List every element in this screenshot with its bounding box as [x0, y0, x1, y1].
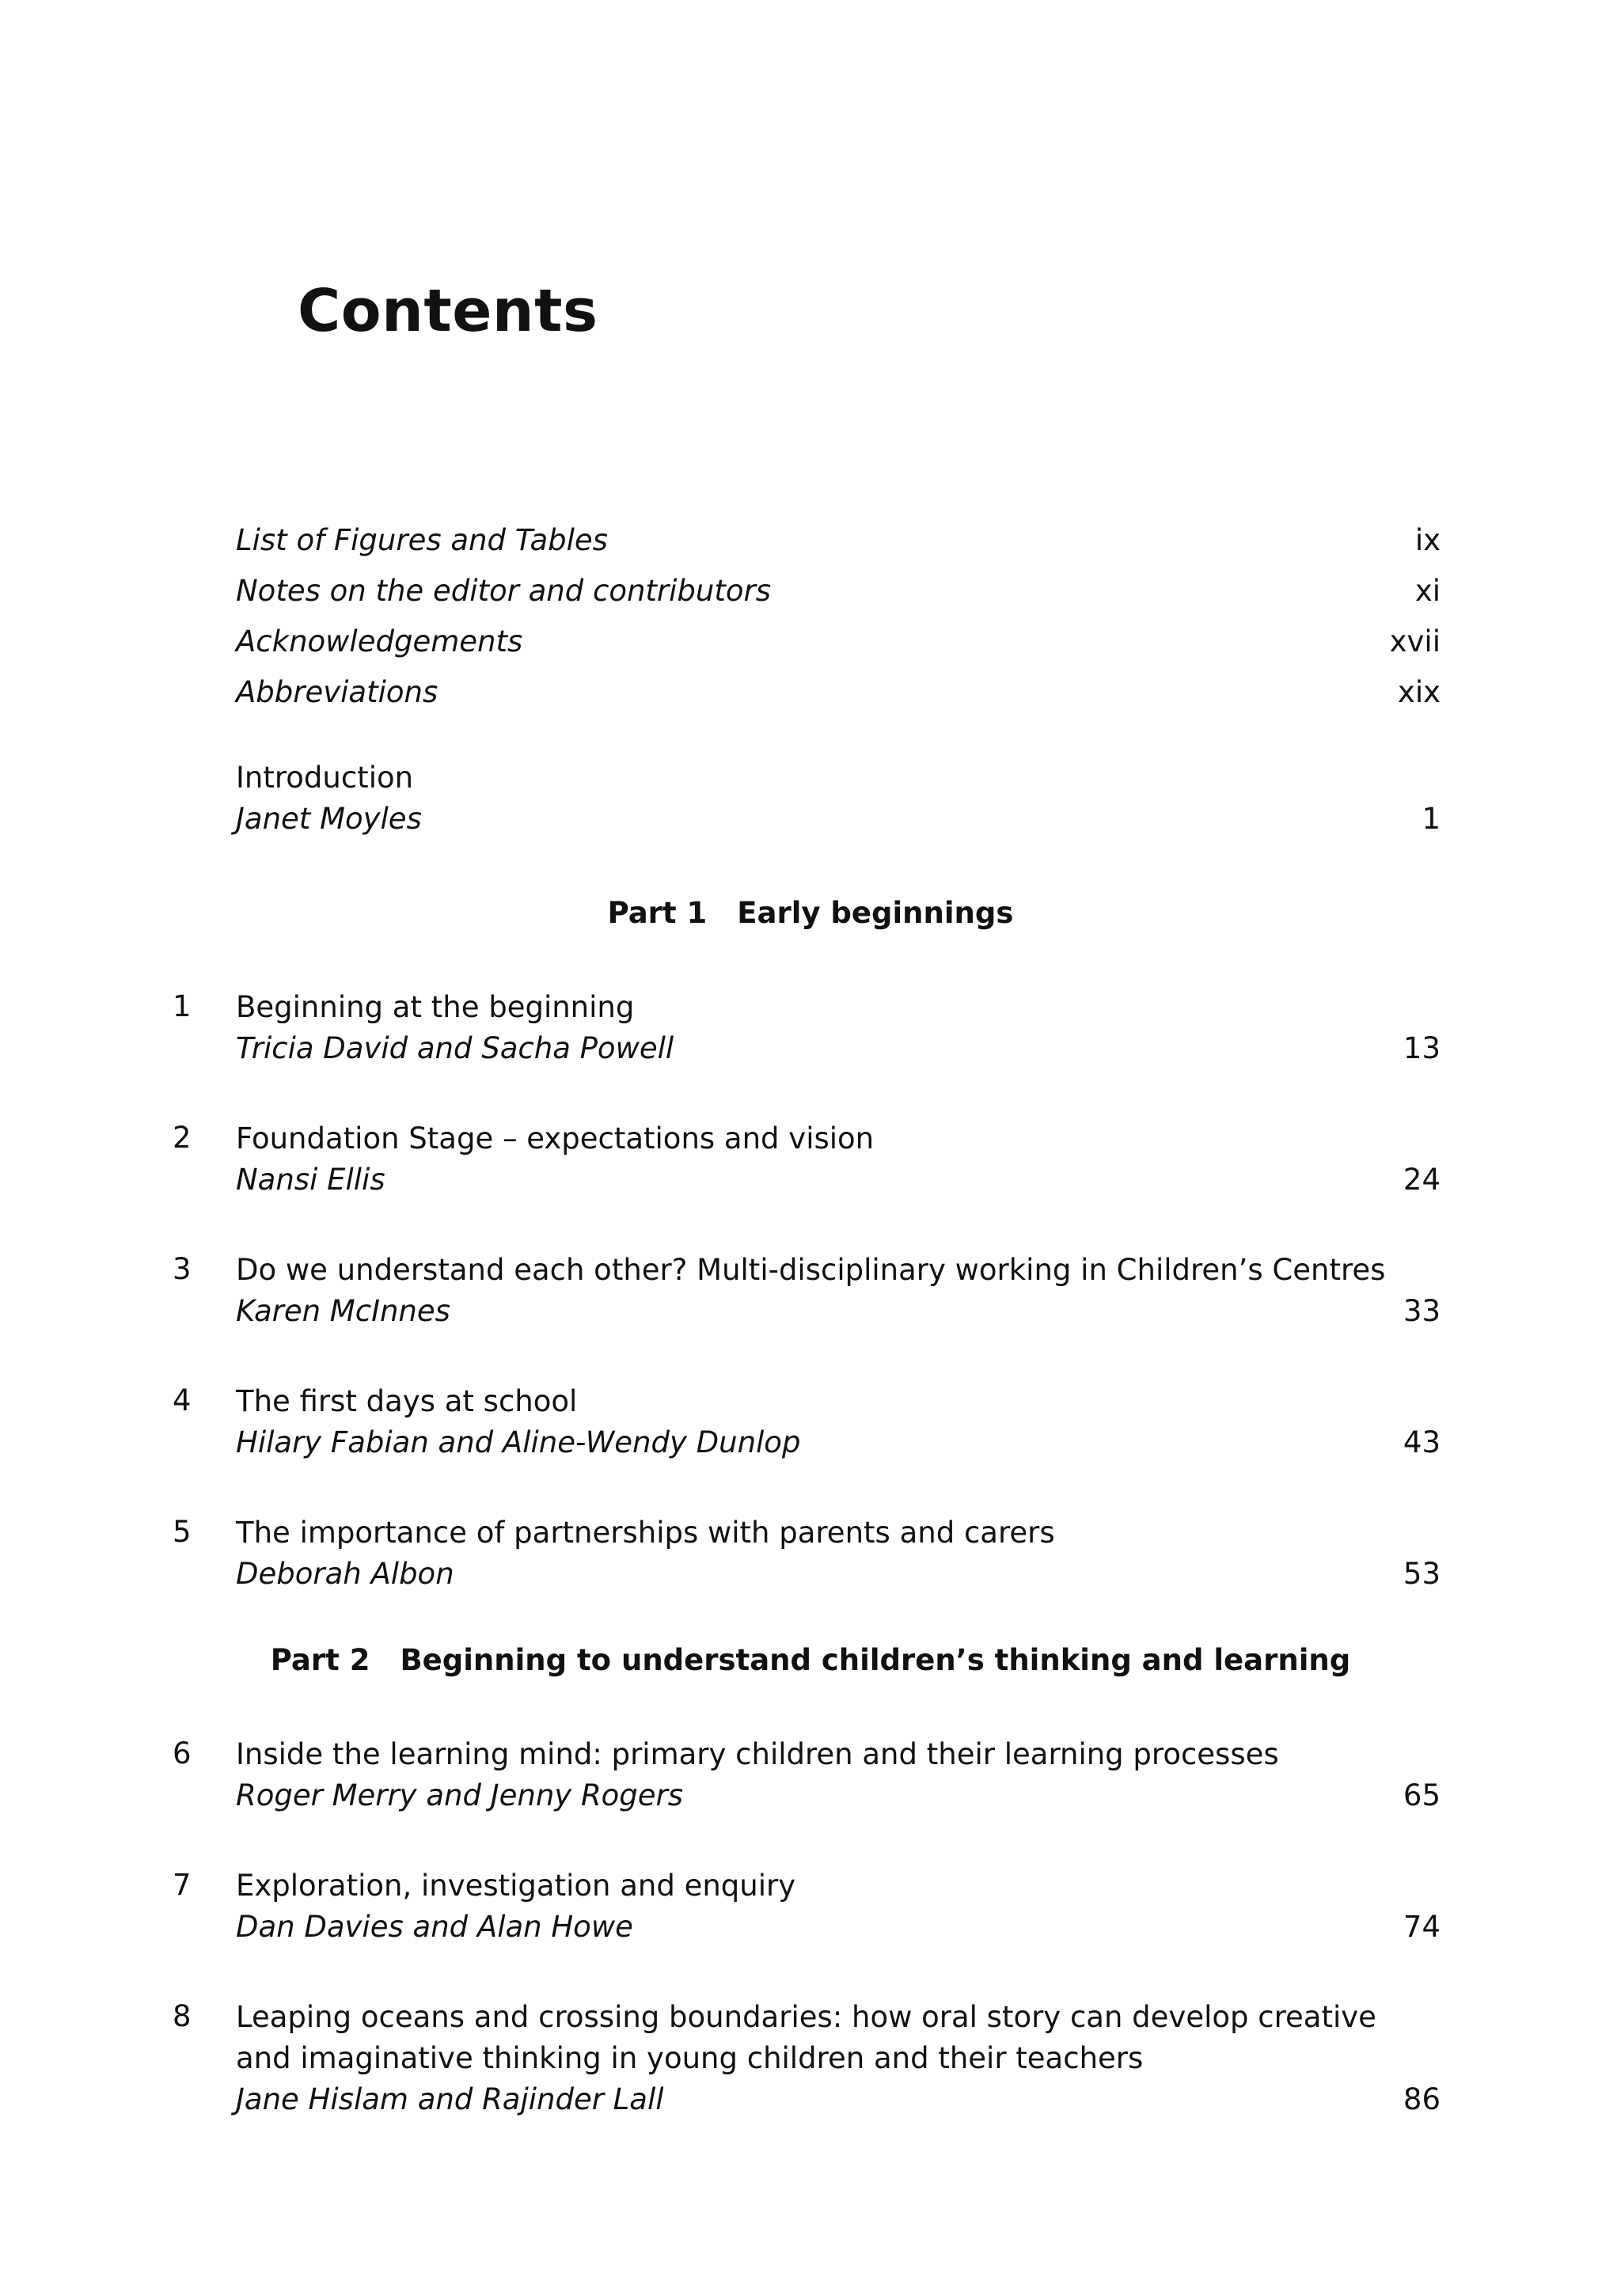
- part-title: Early beginnings: [737, 896, 1014, 930]
- introduction-author: Janet Moyles: [236, 801, 422, 836]
- chapter-number: 7: [173, 1868, 192, 1902]
- chapter-author: Jane Hislam and Rajinder Lall: [236, 2082, 664, 2116]
- front-matter-item[interactable]: [236, 514, 1441, 565]
- chapter-author: Nansi Ellis: [236, 1162, 385, 1197]
- front-matter-item[interactable]: [236, 666, 1441, 717]
- chapter-number: 1: [173, 989, 192, 1023]
- part-label: Part 2: [270, 1643, 370, 1677]
- part-label: Part 1: [607, 896, 708, 930]
- chapter-entry-3[interactable]: [173, 1249, 1441, 1331]
- chapter-author: Tricia David and Sacha Powell: [236, 1030, 674, 1065]
- chapter-number: 5: [173, 1515, 192, 1549]
- chapter-author: Karen McInnes: [236, 1293, 450, 1328]
- chapter-title-continued: and imaginative thinking in young children and their teachers: [236, 2040, 1144, 2075]
- chapter-title: Beginning at the beginning: [236, 989, 635, 1024]
- introduction-entry[interactable]: [236, 757, 1441, 839]
- front-matter-title: Acknowledgements: [236, 624, 523, 658]
- part-heading-1: [0, 890, 1621, 937]
- chapter-author: Deborah Albon: [236, 1556, 454, 1591]
- chapter-entry-1[interactable]: [173, 986, 1441, 1068]
- introduction-title: Introduction: [236, 760, 414, 795]
- chapter-author: Roger Merry and Jenny Rogers: [236, 1778, 684, 1812]
- chapter-number: 2: [173, 1121, 192, 1155]
- chapter-title: Foundation Stage – expectations and vision: [236, 1121, 875, 1156]
- page-number: xix: [1397, 674, 1441, 709]
- page-number: 74: [1403, 1909, 1441, 1944]
- page-number: ix: [1414, 522, 1441, 557]
- chapter-title: Inside the learning mind: primary children and their learning processes: [236, 1736, 1279, 1771]
- front-matter-title: Notes on the editor and contributors: [236, 573, 771, 608]
- front-matter-title: List of Figures and Tables: [236, 522, 608, 557]
- page-number: 1: [1422, 801, 1441, 836]
- page-number: 53: [1403, 1556, 1441, 1591]
- chapter-title: The importance of partnerships with parents and carers: [236, 1515, 1055, 1550]
- chapter-number: 8: [173, 1999, 192, 2033]
- page-number: 13: [1403, 1030, 1441, 1065]
- page-number: xi: [1414, 573, 1441, 608]
- chapter-title: Exploration, investigation and enquiry: [236, 1868, 796, 1903]
- page-number: 43: [1403, 1425, 1441, 1459]
- part-heading-2: [0, 1637, 1621, 1684]
- chapter-title: Leaping oceans and crossing boundaries: how oral story can develop creative: [236, 1999, 1376, 2034]
- chapter-entry-8[interactable]: [173, 1996, 1441, 2120]
- chapter-entry-5[interactable]: [173, 1512, 1441, 1594]
- chapter-author: Dan Davies and Alan Howe: [236, 1909, 633, 1944]
- chapter-entry-2[interactable]: [173, 1118, 1441, 1200]
- front-matter-list: [236, 514, 1441, 717]
- chapter-number: 6: [173, 1736, 192, 1770]
- page-number: 24: [1403, 1162, 1441, 1197]
- chapter-author: Hilary Fabian and Aline-Wendy Dunlop: [236, 1425, 801, 1459]
- page-number: 33: [1403, 1293, 1441, 1328]
- chapter-entry-7[interactable]: [173, 1865, 1441, 1947]
- chapter-entry-6[interactable]: [173, 1733, 1441, 1816]
- chapter-title: The first days at school: [236, 1383, 578, 1418]
- chapter-number: 3: [173, 1252, 192, 1286]
- page-number: xvii: [1389, 624, 1441, 658]
- chapter-title: Do we understand each other? Multi-disciplinary working in Children’s Centres: [236, 1252, 1386, 1287]
- page-title: Contents: [298, 277, 598, 345]
- chapter-entry-4[interactable]: [173, 1380, 1441, 1463]
- chapter-number: 4: [173, 1383, 192, 1417]
- front-matter-title: Abbreviations: [236, 674, 438, 709]
- page-number: 65: [1403, 1778, 1441, 1812]
- page-number: 86: [1403, 2082, 1441, 2116]
- front-matter-item[interactable]: [236, 616, 1441, 666]
- front-matter-item[interactable]: [236, 565, 1441, 616]
- part-title: Beginning to understand children’s thinking and learning: [400, 1643, 1351, 1677]
